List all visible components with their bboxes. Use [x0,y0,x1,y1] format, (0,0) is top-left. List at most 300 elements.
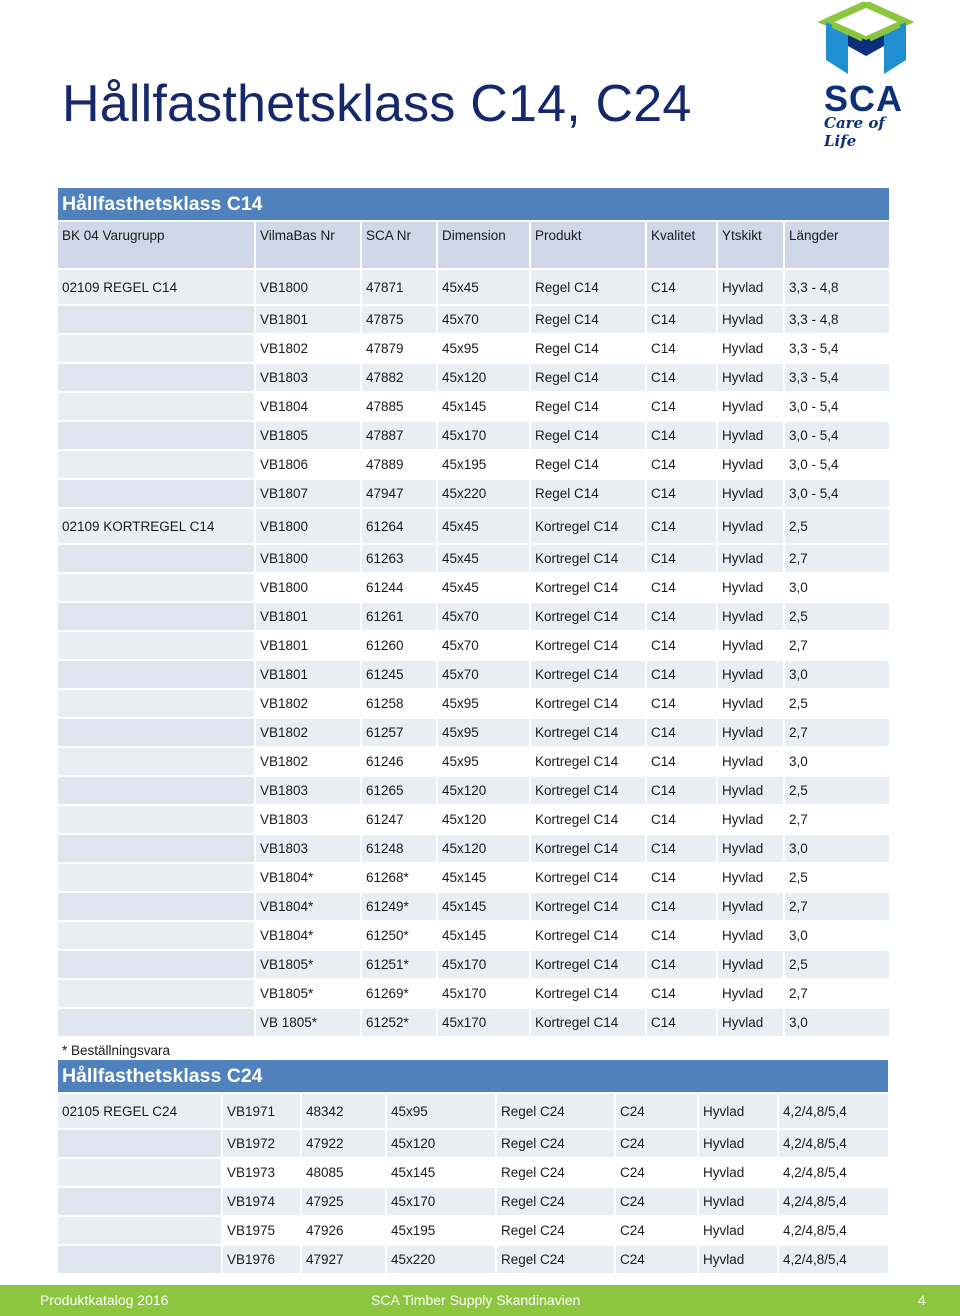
dimension-cell: 45x145 [438,922,529,949]
c24-table [56,1058,890,1275]
ytskikt-cell: Hyvlad [718,777,783,804]
ytskikt-cell: Hyvlad [718,980,783,1007]
ytskikt-cell: Hyvlad [699,1130,777,1157]
table-row [58,1094,888,1128]
produkt-cell: Regel C24 [497,1130,614,1157]
dimension-cell: 45x70 [438,661,529,688]
sca-nr-cell: 61265 [362,777,436,804]
ytskikt-cell: Hyvlad [718,922,783,949]
produkt-cell: Kortregel C14 [531,1009,645,1036]
kvalitet-cell: C14 [647,806,716,833]
table-row [58,661,889,688]
kvalitet-cell: C14 [647,545,716,572]
varugrupp-cell [58,1246,221,1273]
varugrupp-cell [58,1188,221,1215]
kvalitet-cell: C14 [647,980,716,1007]
produkt-cell: Kortregel C14 [531,603,645,630]
produkt-cell: Kortregel C14 [531,806,645,833]
dimension-cell: 45x170 [438,1009,529,1036]
dimension-cell: 45x70 [438,632,529,659]
table-row [58,335,889,362]
dimension-cell: 45x45 [438,270,529,304]
dimension-cell: 45x95 [387,1094,495,1128]
varugrupp-cell [58,777,254,804]
vilmabas-cell: VB1804* [256,922,360,949]
dimension-cell: 45x95 [438,690,529,717]
varugrupp-cell [58,603,254,630]
sca-nr-cell: 61258 [362,690,436,717]
varugrupp-cell [58,1130,221,1157]
vilmabas-cell: VB1975 [223,1217,300,1244]
langder-cell: 3,0 [785,661,889,688]
produkt-cell: Kortregel C14 [531,690,645,717]
varugrupp-cell [58,864,254,891]
varugrupp-cell [58,719,254,746]
varugrupp-cell [58,1009,254,1036]
sca-nr-cell: 47947 [362,480,436,507]
vilmabas-cell: VB1802 [256,335,360,362]
langder-cell: 4,2/4,8/5,4 [779,1094,888,1128]
vilmabas-cell: VB1971 [223,1094,300,1128]
produkt-cell: Regel C14 [531,364,645,391]
kvalitet-cell: C14 [647,835,716,862]
langder-cell: 3,3 - 4,8 [785,270,889,304]
produkt-cell: Kortregel C14 [531,893,645,920]
sca-nr-cell: 48342 [302,1094,385,1128]
sca-nr-cell: 61250* [362,922,436,949]
footnote: * Beställningsvara [58,1038,254,1062]
varugrupp-cell [58,806,254,833]
produkt-cell: Kortregel C14 [531,632,645,659]
produkt-cell: Kortregel C14 [531,835,645,862]
varugrupp-cell [58,1159,221,1186]
varugrupp-cell: 02109 KORTREGEL C14 [58,509,254,543]
dimension-cell: 45x45 [438,545,529,572]
varugrupp-cell: 02105 REGEL C24 [58,1094,221,1128]
ytskikt-cell: Hyvlad [699,1217,777,1244]
langder-cell: 2,7 [785,893,889,920]
ytskikt-cell: Hyvlad [718,951,783,978]
kvalitet-cell: C14 [647,719,716,746]
vilmabas-cell: VB1803 [256,806,360,833]
langder-cell: 4,2/4,8/5,4 [779,1130,888,1157]
langder-cell: 3,0 - 5,4 [785,451,889,478]
sca-nr-cell: 47882 [362,364,436,391]
produkt-cell: Regel C14 [531,306,645,333]
dimension-cell: 45x95 [438,335,529,362]
vilmabas-cell: VB1802 [256,719,360,746]
varugrupp-cell [58,748,254,775]
column-header: VilmaBas Nr [256,222,360,268]
produkt-cell: Regel C24 [497,1188,614,1215]
ytskikt-cell: Hyvlad [718,574,783,601]
kvalitet-cell: C24 [616,1094,697,1128]
column-header: Produkt [531,222,645,268]
langder-cell: 3,0 [785,748,889,775]
kvalitet-cell: C14 [647,690,716,717]
ytskikt-cell: Hyvlad [718,632,783,659]
table-row [58,980,889,1007]
langder-cell: 3,0 - 5,4 [785,422,889,449]
ytskikt-cell: Hyvlad [718,509,783,543]
varugrupp-cell [58,951,254,978]
sca-nr-cell: 47875 [362,306,436,333]
varugrupp-cell [58,451,254,478]
kvalitet-cell: C14 [647,777,716,804]
langder-cell: 3,3 - 5,4 [785,335,889,362]
ytskikt-cell: Hyvlad [718,603,783,630]
dimension-cell: 45x170 [438,951,529,978]
dimension-cell: 45x170 [387,1188,495,1215]
langder-cell: 3,0 - 5,4 [785,480,889,507]
table-row [58,777,889,804]
dimension-cell: 45x45 [438,574,529,601]
produkt-cell: Regel C24 [497,1094,614,1128]
vilmabas-cell: VB1803 [256,777,360,804]
kvalitet-cell: C14 [647,480,716,507]
c14-table [56,186,891,1064]
kvalitet-cell: C14 [647,1009,716,1036]
dimension-cell: 45x220 [438,480,529,507]
table-row [58,893,889,920]
vilmabas-cell: VB1800 [256,509,360,543]
varugrupp-cell [58,1217,221,1244]
ytskikt-cell: Hyvlad [718,545,783,572]
sca-nr-cell: 61252* [362,1009,436,1036]
langder-cell: 2,7 [785,980,889,1007]
varugrupp-cell [58,922,254,949]
ytskikt-cell: Hyvlad [718,335,783,362]
produkt-cell: Regel C14 [531,393,645,420]
sca-nr-cell: 47922 [302,1130,385,1157]
vilmabas-cell: VB1803 [256,364,360,391]
sca-nr-cell: 61260 [362,632,436,659]
langder-cell: 2,5 [785,864,889,891]
ytskikt-cell: Hyvlad [718,480,783,507]
page-title: Hållfasthetsklass C14, C24 [62,75,692,133]
dimension-cell: 45x195 [438,451,529,478]
table-row [58,1246,888,1273]
vilmabas-cell: VB1806 [256,451,360,478]
vilmabas-cell: VB1800 [256,270,360,304]
produkt-cell: Kortregel C14 [531,719,645,746]
table-row [58,748,889,775]
varugrupp-cell [58,835,254,862]
sca-nr-cell: 48085 [302,1159,385,1186]
dimension-cell: 45x220 [387,1246,495,1273]
vilmabas-cell: VB1800 [256,545,360,572]
ytskikt-cell: Hyvlad [699,1246,777,1273]
kvalitet-cell: C14 [647,393,716,420]
column-header: BK 04 Varugrupp [58,222,254,268]
column-header: SCA Nr [362,222,436,268]
column-header: Kvalitet [647,222,716,268]
ytskikt-cell: Hyvlad [699,1159,777,1186]
sca-nr-cell: 47887 [362,422,436,449]
column-header-row [58,222,889,268]
footer-company-label: SCA Timber Supply Skandinavien [371,1292,581,1308]
vilmabas-cell: VB1805 [256,422,360,449]
ytskikt-cell: Hyvlad [718,835,783,862]
sca-nr-cell: 61269* [362,980,436,1007]
table-row [58,632,889,659]
table-row [58,1009,889,1036]
langder-cell: 2,5 [785,603,889,630]
table-row [58,509,889,543]
table-row [58,451,889,478]
kvalitet-cell: C24 [616,1188,697,1215]
vilmabas-cell: VB1801 [256,632,360,659]
produkt-cell: Kortregel C14 [531,509,645,543]
langder-cell: 4,2/4,8/5,4 [779,1217,888,1244]
varugrupp-cell [58,306,254,333]
kvalitet-cell: C14 [647,306,716,333]
langder-cell: 3,0 - 5,4 [785,393,889,420]
footer-catalog-label: Produktkatalog 2016 [40,1292,169,1308]
ytskikt-cell: Hyvlad [718,364,783,391]
varugrupp-cell [58,574,254,601]
table-row [58,806,889,833]
produkt-cell: Regel C14 [531,451,645,478]
kvalitet-cell: C14 [647,661,716,688]
sca-nr-cell: 61261 [362,603,436,630]
kvalitet-cell: C14 [647,922,716,949]
sca-nr-cell: 61249* [362,893,436,920]
langder-cell: 4,2/4,8/5,4 [779,1159,888,1186]
sca-nr-cell: 47871 [362,270,436,304]
varugrupp-cell: 02109 REGEL C14 [58,270,254,304]
sca-nr-cell: 61245 [362,661,436,688]
vilmabas-cell: VB1804* [256,864,360,891]
vilmabas-cell: VB1805* [256,980,360,1007]
sca-nr-cell: 61247 [362,806,436,833]
table-row [58,951,889,978]
vilmabas-cell: VB1801 [256,603,360,630]
table-row [58,364,889,391]
kvalitet-cell: C14 [647,748,716,775]
vilmabas-cell: VB1801 [256,661,360,688]
kvalitet-cell: C14 [647,951,716,978]
vilmabas-cell: VB1803 [256,835,360,862]
vilmabas-cell: VB 1805* [256,1009,360,1036]
varugrupp-cell [58,393,254,420]
varugrupp-cell [58,545,254,572]
ytskikt-cell: Hyvlad [718,690,783,717]
table-row [58,393,889,420]
ytskikt-cell: Hyvlad [718,661,783,688]
table-row [58,545,889,572]
sca-nr-cell: 47889 [362,451,436,478]
varugrupp-cell [58,661,254,688]
section-heading-row [58,1060,888,1092]
kvalitet-cell: C14 [647,509,716,543]
table-row [58,1217,888,1244]
dimension-cell: 45x145 [438,893,529,920]
ytskikt-cell: Hyvlad [718,1009,783,1036]
produkt-cell: Kortregel C14 [531,980,645,1007]
kvalitet-cell: C14 [647,893,716,920]
dimension-cell: 45x195 [387,1217,495,1244]
langder-cell: 2,5 [785,509,889,543]
vilmabas-cell: VB1801 [256,306,360,333]
table-row [58,422,889,449]
logo-wordmark: SCA [824,78,904,119]
produkt-cell: Regel C24 [497,1217,614,1244]
dimension-cell: 45x120 [438,364,529,391]
dimension-cell: 45x120 [387,1130,495,1157]
dimension-cell: 45x70 [438,603,529,630]
kvalitet-cell: C24 [616,1246,697,1273]
dimension-cell: 45x145 [387,1159,495,1186]
table-row [58,480,889,507]
column-header: Dimension [438,222,529,268]
ytskikt-cell: Hyvlad [718,748,783,775]
langder-cell: 2,7 [785,545,889,572]
varugrupp-cell [58,632,254,659]
kvalitet-cell: C14 [647,632,716,659]
table-row [58,1159,888,1186]
produkt-cell: Kortregel C14 [531,661,645,688]
langder-cell: 3,0 [785,574,889,601]
table-row [58,719,889,746]
ytskikt-cell: Hyvlad [699,1094,777,1128]
vilmabas-cell: VB1974 [223,1188,300,1215]
produkt-cell: Regel C24 [497,1159,614,1186]
sca-nr-cell: 61268* [362,864,436,891]
ytskikt-cell: Hyvlad [718,864,783,891]
vilmabas-cell: VB1973 [223,1159,300,1186]
sca-nr-cell: 61257 [362,719,436,746]
dimension-cell: 45x95 [438,748,529,775]
sca-nr-cell: 61263 [362,545,436,572]
dimension-cell: 45x120 [438,835,529,862]
section-heading-row [58,188,889,220]
produkt-cell: Kortregel C14 [531,864,645,891]
sca-logo [818,2,914,150]
sca-nr-cell: 61246 [362,748,436,775]
kvalitet-cell: C14 [647,864,716,891]
vilmabas-cell: VB1807 [256,480,360,507]
varugrupp-cell [58,893,254,920]
sca-nr-cell: 47926 [302,1217,385,1244]
vilmabas-cell: VB1804 [256,393,360,420]
langder-cell: 2,7 [785,806,889,833]
langder-cell: 3,0 [785,835,889,862]
produkt-cell: Regel C14 [531,335,645,362]
langder-cell: 3,0 [785,922,889,949]
ytskikt-cell: Hyvlad [699,1188,777,1215]
varugrupp-cell [58,690,254,717]
sca-mark-icon [818,2,914,78]
section-heading: Hållfasthetsklass C14 [58,188,889,220]
footer-page-number: 4 [918,1292,926,1308]
produkt-cell: Kortregel C14 [531,777,645,804]
langder-cell: 2,5 [785,777,889,804]
ytskikt-cell: Hyvlad [718,306,783,333]
ytskikt-cell: Hyvlad [718,893,783,920]
kvalitet-cell: C14 [647,364,716,391]
sca-nr-cell: 61248 [362,835,436,862]
table-row [58,690,889,717]
langder-cell: 2,5 [785,690,889,717]
table-row [58,574,889,601]
langder-cell: 2,7 [785,632,889,659]
column-header: Längder [785,222,889,268]
dimension-cell: 45x45 [438,509,529,543]
ytskikt-cell: Hyvlad [718,393,783,420]
vilmabas-cell: VB1802 [256,690,360,717]
kvalitet-cell: C24 [616,1159,697,1186]
kvalitet-cell: C14 [647,451,716,478]
langder-cell: 3,3 - 4,8 [785,306,889,333]
page-footer [0,1285,960,1316]
produkt-cell: Regel C14 [531,422,645,449]
dimension-cell: 45x145 [438,393,529,420]
section-heading: Hållfasthetsklass C24 [58,1060,888,1092]
ytskikt-cell: Hyvlad [718,806,783,833]
sca-nr-cell: 47879 [362,335,436,362]
vilmabas-cell: VB1972 [223,1130,300,1157]
varugrupp-cell [58,335,254,362]
ytskikt-cell: Hyvlad [718,451,783,478]
sca-nr-cell: 47927 [302,1246,385,1273]
logo-tagline: Care of Life [824,114,885,150]
produkt-cell: Kortregel C14 [531,922,645,949]
vilmabas-cell: VB1800 [256,574,360,601]
table-row [58,270,889,304]
table-row [58,864,889,891]
sca-nr-cell: 61244 [362,574,436,601]
vilmabas-cell: VB1802 [256,748,360,775]
produkt-cell: Kortregel C14 [531,951,645,978]
sca-nr-cell: 47885 [362,393,436,420]
dimension-cell: 45x170 [438,980,529,1007]
table-row [58,835,889,862]
vilmabas-cell: VB1976 [223,1246,300,1273]
dimension-cell: 45x95 [438,719,529,746]
kvalitet-cell: C14 [647,574,716,601]
langder-cell: 3,0 [785,1009,889,1036]
sca-nr-cell: 47925 [302,1188,385,1215]
dimension-cell: 45x120 [438,806,529,833]
column-header: Ytskikt [718,222,783,268]
produkt-cell: Kortregel C14 [531,545,645,572]
sca-nr-cell: 61251* [362,951,436,978]
ytskikt-cell: Hyvlad [718,719,783,746]
ytskikt-cell: Hyvlad [718,422,783,449]
varugrupp-cell [58,980,254,1007]
produkt-cell: Regel C14 [531,480,645,507]
dimension-cell: 45x170 [438,422,529,449]
table-row [58,1188,888,1215]
produkt-cell: Kortregel C14 [531,748,645,775]
table-row [58,1130,888,1157]
langder-cell: 3,3 - 5,4 [785,364,889,391]
dimension-cell: 45x120 [438,777,529,804]
ytskikt-cell: Hyvlad [718,270,783,304]
langder-cell: 4,2/4,8/5,4 [779,1246,888,1273]
kvalitet-cell: C24 [616,1130,697,1157]
table-row [58,603,889,630]
table-row [58,306,889,333]
produkt-cell: Regel C24 [497,1246,614,1273]
langder-cell: 2,7 [785,719,889,746]
vilmabas-cell: VB1805* [256,951,360,978]
table-row [58,922,889,949]
produkt-cell: Kortregel C14 [531,574,645,601]
kvalitet-cell: C14 [647,335,716,362]
varugrupp-cell [58,364,254,391]
